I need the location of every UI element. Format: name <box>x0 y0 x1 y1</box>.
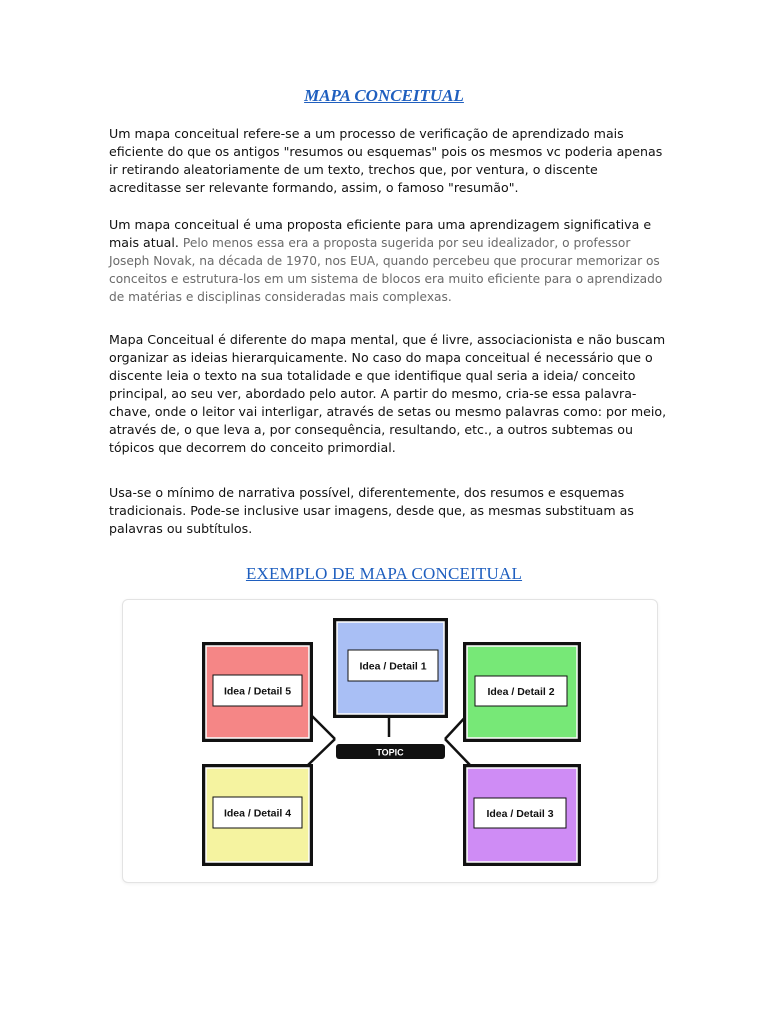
topic-node <box>336 744 445 759</box>
connector-topic-d3 <box>445 739 470 765</box>
detail-1-label: Idea / Detail 1 <box>359 660 427 673</box>
detail-node-3 <box>463 764 581 866</box>
paragraph-4: Usa-se o mínimo de narrativa possível, diferentemente, dos resumos e esquemas tradicionais. Pode-se inclusive usar imagens, desde que, as mesmas substituam as palavras ou subtítulos. <box>109 485 634 536</box>
detail-4-label: Idea / Detail 4 <box>223 807 292 820</box>
paragraph-2-quote: Pelo menos essa era a proposta sugerida por seu idealizador, o professor Joseph Novak, na década de 1970, nos EUA, quando percebeu que procurar memorizar os conceitos e estrutura-los em um sistema de blocos era muito eficiente para o aprendizado de matérias e disciplinas consideradas mais complexas. <box>109 236 663 304</box>
paragraph-1: Um mapa conceitual refere-se a um processo de verificação de aprendizado mais eficiente do que os antigos "resumos ou esquemas" pois os mesmos vc poderia apenas ir retirando aleatoriamente de um texto, trechos que, por ventura, o discente acreditasse ser relevante formando, assim, o famoso "resumão". <box>109 126 663 195</box>
paragraph-2-main: Um mapa conceitual é uma proposta eficiente para uma aprendizagem significativa e mais atual. <box>109 217 652 250</box>
connector-topic-d4 <box>308 739 335 765</box>
concept-map-diagram <box>123 600 657 882</box>
detail-node-5 <box>202 642 313 742</box>
detail-5-label: Idea / Detail 5 <box>223 685 292 698</box>
concept-map-figure <box>122 599 658 883</box>
paragraph-3: Mapa Conceitual é diferente do mapa mental, que é livre, associacionista e não buscam organizar as ideias hierarquicamente. No caso do mapa conceitual é necessário que o discente leia o texto na sua totalidade e que identifique qual seria a ideia/ conceito principal, ao seu ver, abordado pelo autor. A partir do mesmo, cria-se essa palavra-chave, onde o leitor vai interligar, através de setas ou mesmo palavras como: por meio, através de, o que leva a, por consequência, resultando, etc., a outros subtemas ou tópicos que decorrem do conceito primordial. <box>109 332 667 455</box>
page-title: MAPA CONCEITUAL <box>304 86 464 105</box>
topic-label: TOPIC <box>376 747 404 758</box>
detail-node-4 <box>202 764 313 866</box>
detail-node-2 <box>463 642 581 742</box>
detail-3-label: Idea / Detail 3 <box>486 808 554 820</box>
paragraph-2 <box>109 216 669 306</box>
detail-2-label: Idea / Detail 2 <box>487 686 555 698</box>
example-title: EXEMPLO DE MAPA CONCEITUAL <box>245 564 523 583</box>
detail-node-1 <box>333 618 448 718</box>
